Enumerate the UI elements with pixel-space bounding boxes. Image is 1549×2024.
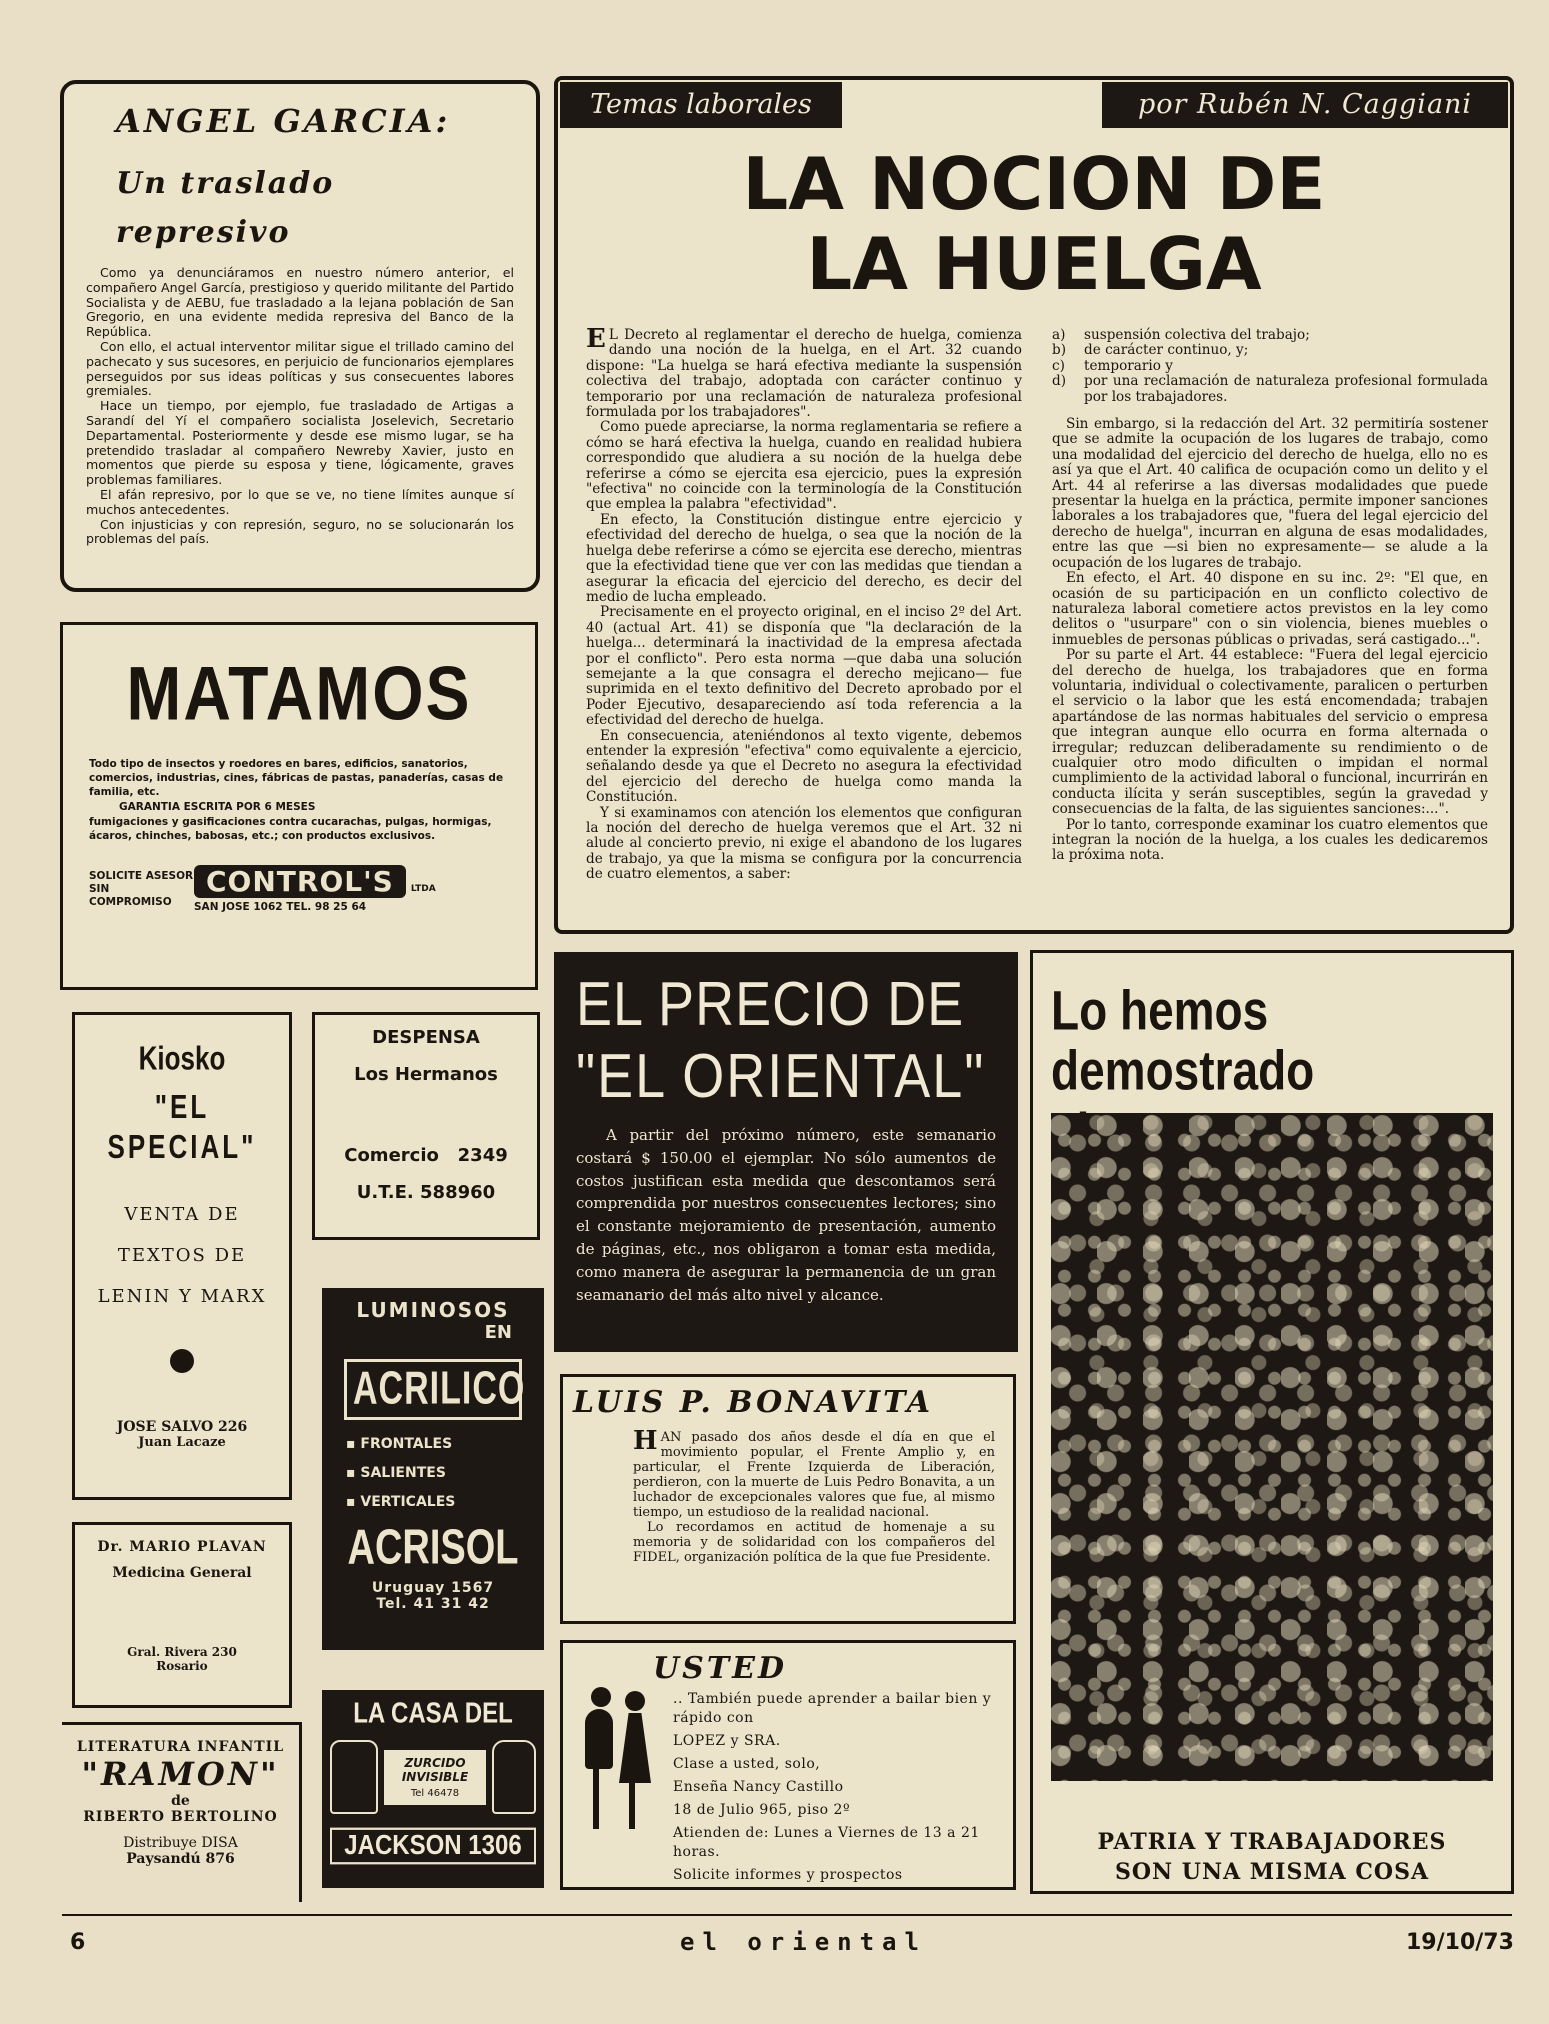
luminosos-header-1: LUMINOSOS (356, 1298, 510, 1322)
huelga-paragraph: Sin embargo, si la redacción del Art. 32 permitiría sostener que se admite la ocupación de los lugares de trabajo, como una modalidad del ejercicio del derecho de huelga, ello no es así ya que el Art. 40 califica de ocupación como un delito y el Art. 44 al referirse a las diversas modalidades que puede presentar la huelga en la práctica, permite imponer sanciones laborales a los trabajadores que, "fuera del legal ejercicio del derecho de huelga", incurran en alguna de esas modalidades, entre las que —si bien no expresamente— se alude a la ocupación de los lugares de trabajo. (1052, 416, 1488, 571)
usted-ad (560, 1640, 1016, 1890)
hemos-title-2: demostrado (1051, 1039, 1315, 1102)
huelga-paragraph: En consecuencia, ateniéndonos al texto vigente, debemos entender la expresión "efectiva" como equivalente a ejercicio, señalando desde ya que el Decreto no asegura la efectividad del ejercicio del derecho de huelga como manda la Constitución. (586, 727, 1022, 806)
matamos-address: SAN JOSE 1062 TEL. 98 25 64 (194, 901, 367, 913)
usted-line: Clase a usted, solo, (673, 1756, 821, 1772)
casa-line-3: INVISIBLE (401, 1769, 469, 1784)
despensa-ad (312, 1012, 540, 1240)
bonavita-paragraph: AN pasado dos años desde el día en que el movimiento popular, el Frente Amplio y, en particular, el Frente Izquierda de Liberación, perdieron, con la muerte de Luis Pedro Bonavita, a un luchador de excepcionales valores que fue, al mismo tiempo, un estudioso de la realidad nacional. (633, 1430, 995, 1520)
garcia-subtitle-1: Un traslado (116, 166, 335, 201)
plavan-address-2: Rosario (156, 1659, 208, 1673)
hemos-title-1: Lo hemos (1051, 979, 1269, 1042)
figure-icon (492, 1740, 536, 1814)
ramon-city: Paysandú 876 (126, 1851, 235, 1867)
ramon-de: de (171, 1793, 190, 1809)
despensa-title: DESPENSA (372, 1027, 480, 1048)
plavan-ad (72, 1522, 292, 1708)
usted-line: 18 de Julio 965, piso 2º (673, 1802, 851, 1818)
casa-line-1: LA CASA DEL (353, 1697, 513, 1730)
despensa-street: Comercio 2349 (344, 1145, 508, 1166)
huelga-list (1052, 328, 1488, 405)
dropcap: H (633, 1426, 658, 1456)
list-item: c) temporario y (1052, 357, 1173, 374)
huelga-title-2: LA HUELGA (806, 222, 1262, 306)
casa-line-2: ZURCIDO (404, 1755, 466, 1770)
usted-line: Solicite informes y prospectos (673, 1867, 903, 1883)
luminosos-phone: Tel. 41 31 42 (376, 1596, 490, 1612)
precio-title-2: "EL ORIENTAL" (576, 1042, 986, 1111)
bonavita-paragraph: Lo recordamos en actitud de homenaje a su memoria y de solidaridad con los compañeros del FIDEL, organización política de la que fue Presidente. (633, 1520, 995, 1565)
bullet-icon (170, 1349, 194, 1373)
garcia-paragraph: Con injusticias y con represión, seguro, no se solucionarán los problemas del país. (86, 516, 514, 547)
huelga-col-2 (1052, 328, 1488, 864)
kiosko-line-2: TEXTOS DE (117, 1245, 247, 1266)
matamos-brand: MATAMOS (126, 650, 472, 736)
luminosos-items (332, 1430, 534, 1517)
huelga-paragraph: En efecto, la Constitución distingue entre ejercicio y efectividad del derecho de huelga, o sea que la noción de la huelga debe referirse a cómo se ejercita ese derecho, mientras que la efectividad tiene que ver con las medidas que tiendan a asegurar la eficacia del ejercicio del derecho, es decir del medio de lucha empleado. (586, 511, 1022, 605)
huelga-paragraph: Y si examinamos con atención los elementos que configuran la noción del derecho de huelga veremos que el Art. 32 ni alude al concierto previo, ni exige el abandono de los lugares de trabajo, ya que la misma se configura por la concurrencia de cuatro elementos, a saber: (586, 804, 1022, 883)
dropcap: E (586, 324, 606, 354)
matamos-ad (60, 622, 538, 990)
kiosko-address-2: Juan Lacaze (138, 1435, 226, 1450)
kiosko-line-1: VENTA DE (124, 1204, 240, 1225)
ramon-distrib: Distribuye DISA (123, 1835, 238, 1851)
usted-title: USTED (653, 1651, 788, 1686)
kiosko-ad (72, 1012, 292, 1500)
ramon-kicker: LITERATURA INFANTIL (76, 1739, 285, 1755)
crowd-photo (1051, 1113, 1493, 1781)
bonavita-title: LUIS P. BONAVITA (573, 1385, 934, 1420)
kiosko-name: Kiosko (138, 1038, 226, 1078)
hemos-caption-2: SON UNA MISMA COSA (1114, 1859, 1430, 1885)
matamos-guarantee: GARANTIA ESCRITA POR 6 MESES (119, 801, 316, 813)
figure-icon (330, 1740, 378, 1814)
usted-body (673, 1690, 999, 1885)
luminosos-brand: ACRISOL (347, 1520, 519, 1576)
plavan-name: Dr. MARIO PLAVAN (97, 1539, 267, 1555)
garcia-title: ANGEL GARCIA: (116, 102, 451, 140)
hemos-box (1030, 950, 1514, 1894)
huelga-col-1 (586, 324, 1022, 883)
casa-address: JACKSON 1306 (330, 1828, 536, 1865)
list-item: b) de carácter continuo, y; (1052, 342, 1249, 359)
ramon-author: RIBERTO BERTOLINO (83, 1809, 278, 1825)
luminosos-sign-text: ACRILICO (353, 1363, 526, 1415)
kiosko-line-3: LENIN Y MARX (97, 1286, 267, 1307)
usted-line: Enseña Nancy Castillo (673, 1779, 844, 1795)
huelga-paragraph: L Decreto al reglamentar el derecho de huelga, comienza dando una noción de la huelga, en el Art. 32 cuando dispone: "La huelga se hará efectiva mediante la suspensión colectiva del trabajo, adoptada con carácter continuo y temporario por una reclamación de naturaleza profesional formulada por los trabajadores". (586, 327, 1022, 421)
huelga-paragraph: Por lo tanto, corresponde examinar los cuatro elementos que integran la noción de la huelga, a los cuales les dedicaremos la próxima nota. (1052, 816, 1488, 864)
despensa-name: Los Hermanos (354, 1064, 498, 1085)
luminosos-ad (322, 1288, 544, 1650)
ramon-title: "RAMON" (81, 1755, 280, 1793)
bonavita-article (560, 1374, 1016, 1624)
casa-ad (322, 1690, 544, 1888)
garcia-paragraph: El afán represivo, por lo que se ve, no tiene límites aunque sí muchos antecedentes. (86, 486, 514, 517)
garcia-paragraph: Con ello, el actual interventor militar sigue el trillado camino del pachecato y sus sucesores, en perjuicio de funcionarios ejemplares perseguidos por sus ideas políticas y sus consecuentes labores gremiales. (86, 338, 514, 399)
garcia-body (86, 266, 514, 547)
huelga-title-1: LA NOCION DE (742, 142, 1326, 226)
huelga-section: Temas laborales (560, 82, 842, 128)
matamos-line-2: fumigaciones y gasificaciones contra cucarachas, pulgas, hormigas, ácaros, chinches, babosas, etc.; con productos exclusivos. (89, 816, 492, 842)
garcia-article (60, 80, 540, 592)
huelga-paragraph: Como puede apreciarse, la norma reglamentaria se refiere a cómo se hará efectiva la huelga, cuando en realidad hubiera correspondido que aludiera a su noción de la huelga debe referirse a cómo se ejercita esa ejercicio, pues la expresión "efectiva" no coincide con la terminología de la Constitución que emplea la palabra "efectividad". (586, 419, 1022, 513)
luminosos-address: Uruguay 1567 (371, 1580, 495, 1596)
precio-body: A partir del próximo número, este semanario costará $ 150.00 el ejemplar. No sólo aumentos de costos justifican esta medida que descontamos será comprendida por nuestros consecuentes lectores; sino el constante mejoramiento de presentación, aumento de páginas, etc., nos obligaron a tomar esta medida, como manera de asegurar la permanencia de un gran seamanario del más alto nivel y alcance. (576, 1126, 996, 1304)
matamos-line-1: Todo tipo de insectos y roedores en bares, edificios, sanatorios, comercios, industrias, cines, fábricas de pastas, panaderías, casas de familia, etc. (89, 758, 504, 798)
kiosko-title: "EL SPECIAL" (107, 1086, 257, 1166)
usted-line: .. También puede aprender a bailar bien y rápido con (673, 1691, 992, 1726)
usted-line: Atienden de: Lunes a Viernes de 13 a 21 horas. (673, 1825, 980, 1860)
huelga-paragraph: En efecto, el Art. 40 dispone en su inc. 2º: "El que, en ocasión de su participación en un conflicto colectivo de naturaleza laboral cometiere actos previstos en la ley como delitos o "usurpare" con o sin violencia, bienes muebles o inmuebles de personas públicas o privadas, será castigado...". (1052, 570, 1488, 648)
precio-title-1: EL PRECIO DE (576, 970, 965, 1039)
precio-box (554, 952, 1018, 1352)
huelga-article (554, 76, 1514, 934)
huelga-paragraph: Por su parte el Art. 44 establece: "Fuera del legal ejercicio del derecho de huelga, los trabajadores que en forma voluntaria, individual o colectivamente, paralicen o perturben el servicio o la labor que les está encomendada; trabajen apartándose de las normas habituales del servicio o empresa que integran aunque ello ocurra en forma alternada o irregular; reduzcan deliberadamente su rendimiento o de cualquier otro modo dificulten o impidan el normal cumplimiento de la actividad laboral o funcional, incurrirán en conducta ilícita y serán susceptibles, según la gravedad y consecuencias de la falta, de las siguientes sanciones:...". (1052, 647, 1488, 818)
bonavita-body (633, 1426, 995, 1565)
luminosos-header-2: EN (484, 1322, 512, 1343)
list-item: d) por una reclamación de naturaleza profesional formulada por los trabajadores. (1052, 373, 1488, 405)
masthead: el oriental (680, 1928, 927, 1956)
issue-date: 19/10/73 (1406, 1930, 1514, 1955)
plavan-specialty: Medicina General (112, 1565, 252, 1581)
usted-line: LOPEZ y SRA. (673, 1733, 781, 1749)
huelga-byline: por Rubén N. Caggiani (1102, 82, 1508, 128)
despensa-phone: U.T.E. 588960 (356, 1182, 496, 1203)
dancers-icon (583, 1687, 655, 1837)
luminosos-sign (344, 1359, 526, 1420)
list-item: a) suspensión colectiva del trabajo; (1052, 327, 1310, 343)
luminosos-item: ▪ VERTICALES (346, 1494, 456, 1510)
footer-rule (62, 1914, 1512, 1916)
ramon-ad (62, 1722, 302, 1902)
matamos-company: CONTROL'S (194, 865, 406, 898)
hemos-caption-1: PATRIA Y TRABAJADORES (1097, 1829, 1447, 1855)
luminosos-item: ▪ SALIENTES (346, 1465, 446, 1481)
kiosko-address-1: JOSE SALVO 226 (116, 1419, 248, 1435)
casa-phone: Tel 46478 (410, 1787, 460, 1799)
garcia-subtitle-2: represivo (116, 215, 291, 250)
garcia-paragraph: Hace un tiempo, por ejemplo, fue trasladado de Artigas a Sarandí del Yí el compañero socialista Joselevich, Secretario Departamental. Posteriormente y desde ese mismo lugar, se ha pretendido trasladar al compañero Newreby Xavier, justo en momentos que pierde su esposa y tiene, lógicamente, graves problemas familiares. (86, 398, 514, 488)
matamos-solicite: SOLICITE ASESOR SIN COMPROMISO (89, 869, 194, 908)
luminosos-item: ▪ FRONTALES (346, 1436, 453, 1452)
huelga-paragraph: Precisamente en el proyecto original, en el inciso 2º del Art. 40 (actual Art. 41) se disponía que "la declaración de la huelga... determinará la inactividad de la empresa afectada por el conflicto". Pero esta norma —que daba una solución semejante a la que consagra el derecho mejicano— fue suprimida en el texto definitivo del Decreto aprobado por el Poder Ejecutivo, desapareciendo así toda referencia a la efectividad del derecho de huelga. (586, 604, 1022, 729)
garcia-paragraph: Como ya denunciáramos en nuestro número anterior, el compañero Angel García, prestigioso y querido militante del Partido Socialista y de AEBU, fue trasladado a la lejana población de San Gregorio, en una evidente medida represiva del Banco de la República. (86, 265, 514, 340)
matamos-ltda: LTDA (410, 884, 436, 894)
plavan-address-1: Gral. Rivera 230 (127, 1645, 237, 1659)
page-number: 6 (70, 1930, 86, 1955)
